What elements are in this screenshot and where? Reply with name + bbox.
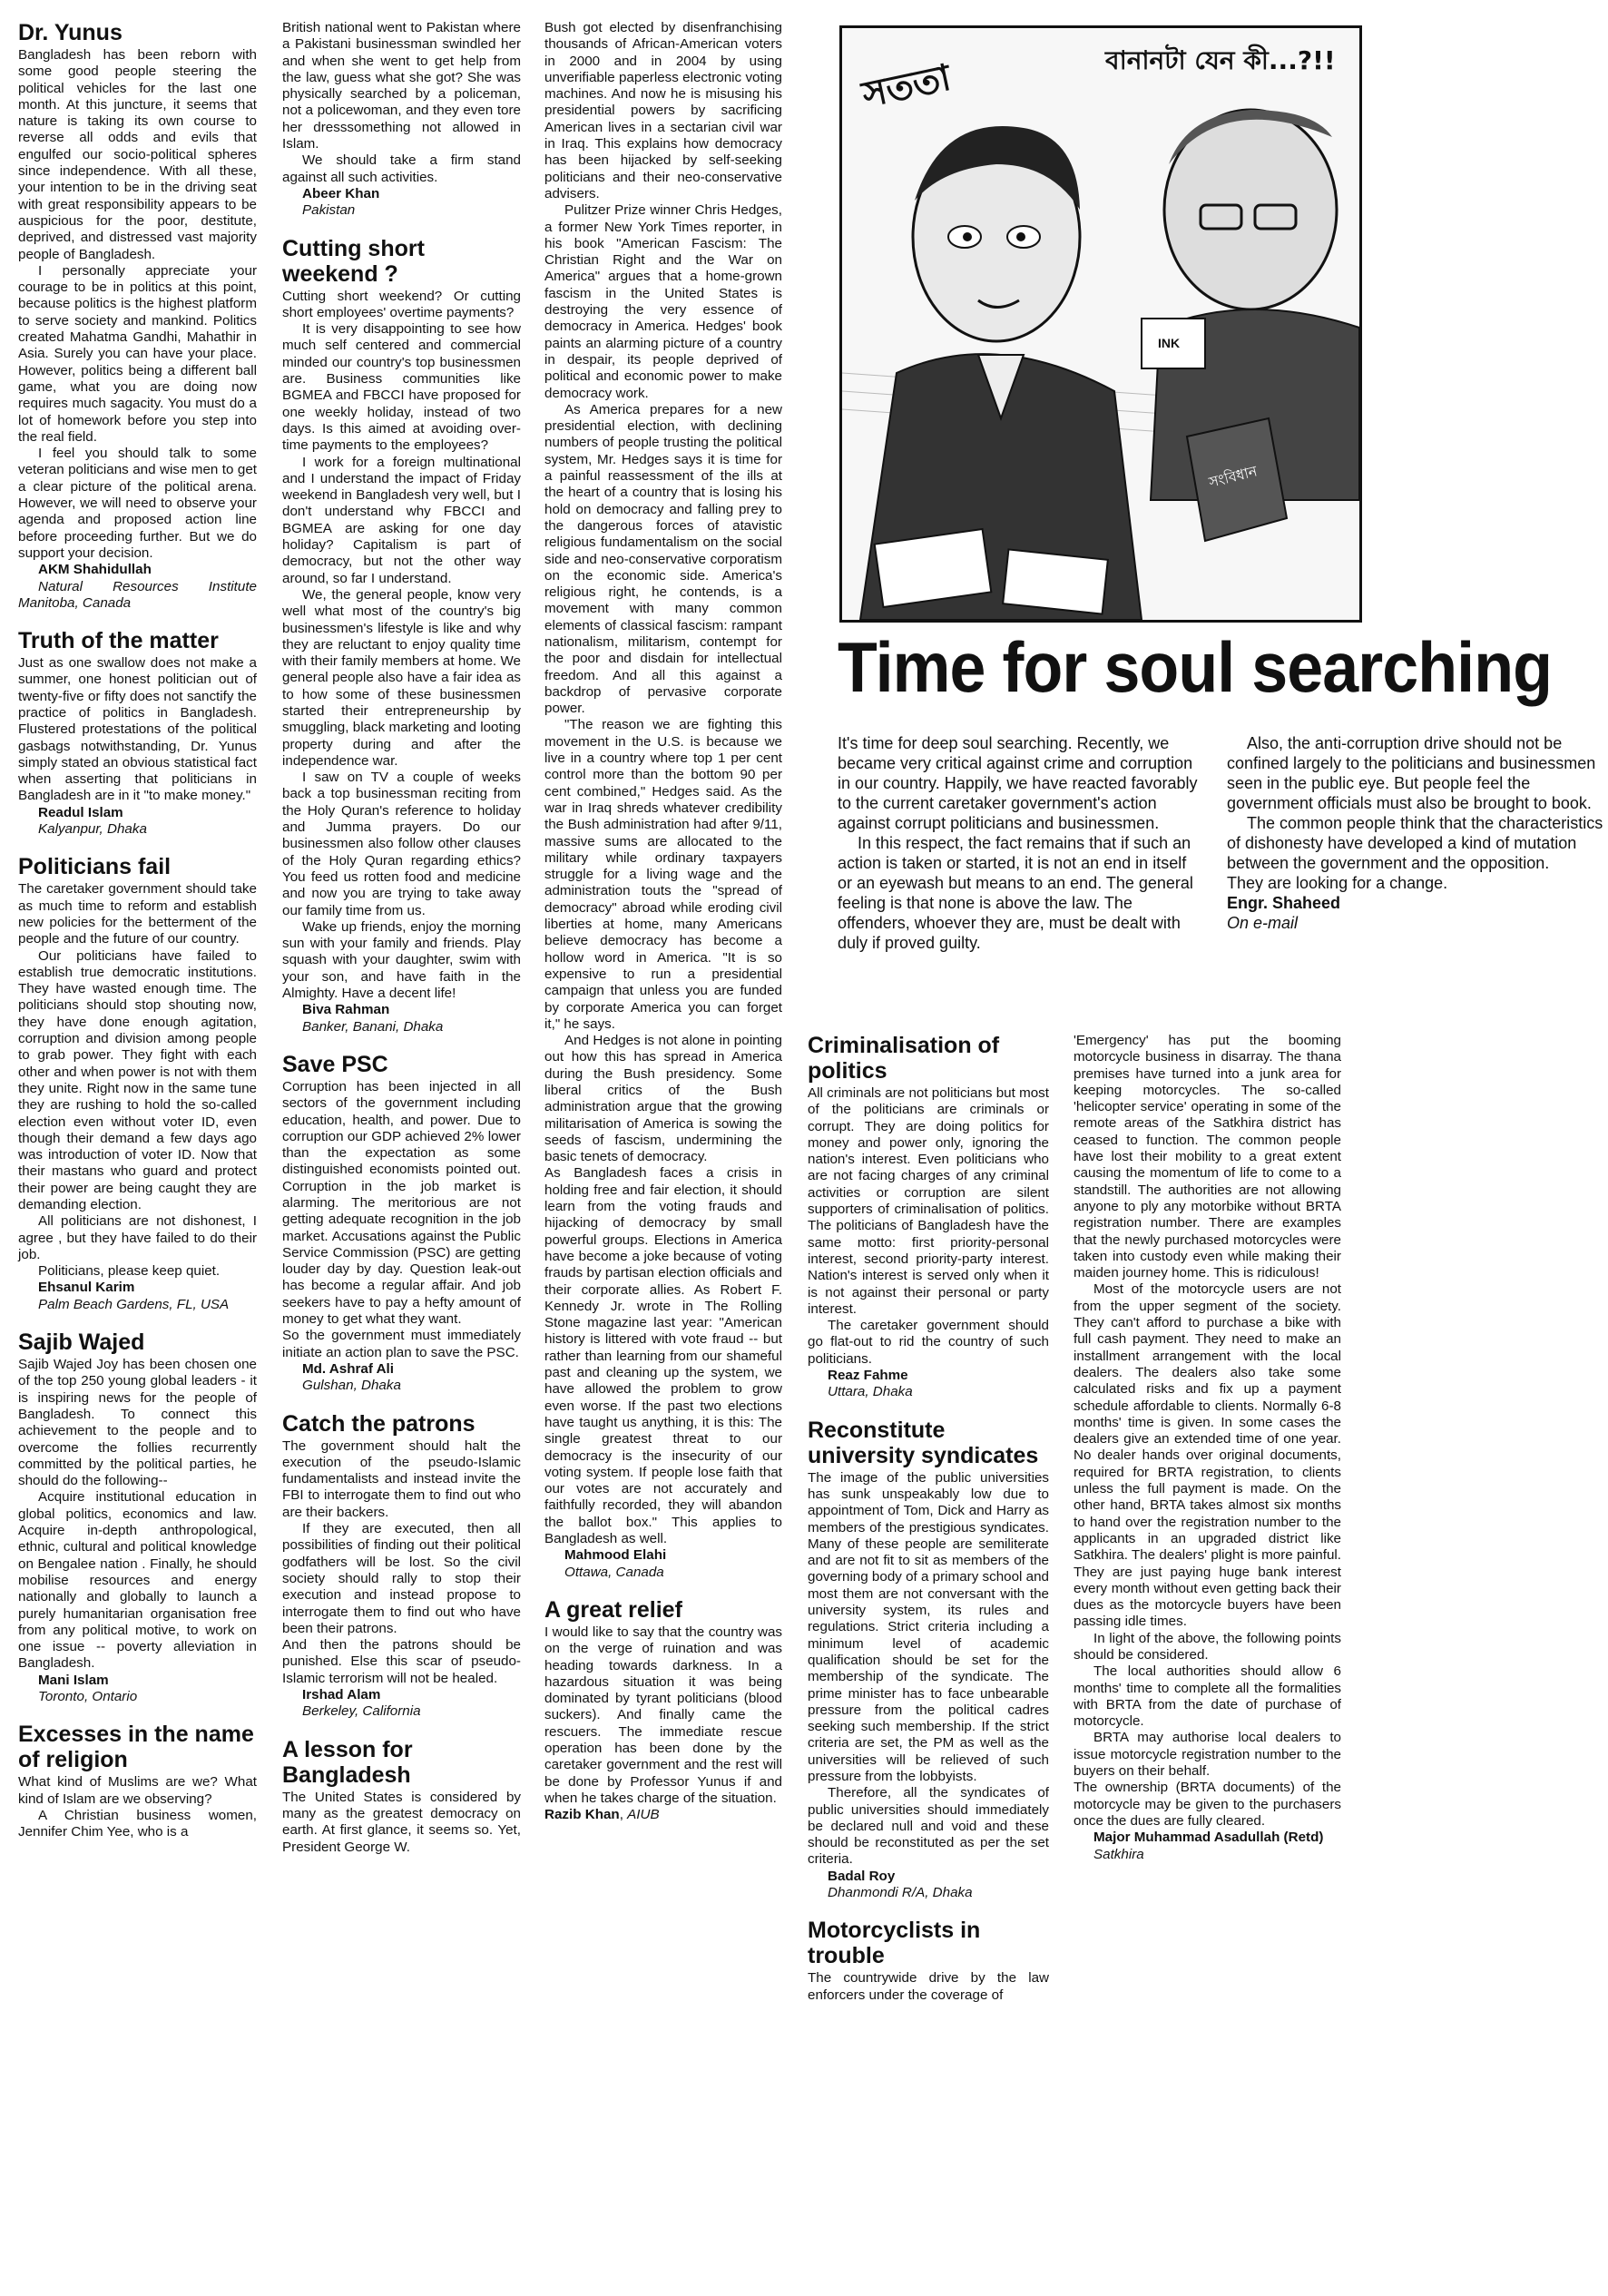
letter-author: Irshad Alam — [302, 1687, 381, 1703]
letter-paragraph: Wake up friends, enjoy the morning sun with your family and friends. Play squash with your daughter, swim with your son, and have faith in the Almighty. Have a decent life! — [282, 918, 521, 1002]
letter-author: Mani Islam — [38, 1672, 109, 1688]
letter-paragraph: And then the patrons should be punished. Else this scar of pseudo-Islamic terrorism will not be healed. — [282, 1637, 521, 1686]
letter-author: Major Muhammad Asadullah (Retd) — [1093, 1830, 1324, 1846]
ink-bottle — [1142, 319, 1205, 368]
editorial-paragraph: The common people think that the characteristics of dishonesty have developed a kind of mutation between the government and the opposition. — [1227, 814, 1603, 872]
letter — [282, 1052, 521, 1395]
letter-paragraph: Sajib Wajed Joy has been chosen one of the top 250 young global leaders - it is inspiring news for the people of Bangladesh. To connect this achievement to the people and to overcome the follies recurrently committed by the political parties, he should do the following-- — [18, 1357, 257, 1489]
letter — [18, 20, 257, 612]
letter-paragraph: All politicians are not dishonest, I agree , but they have failed to do their job. — [18, 1213, 257, 1262]
letter-title: A great relief — [544, 1596, 682, 1623]
letter-title: Dr. Yunus — [18, 20, 123, 45]
letter-paragraph: I feel you should talk to some veteran politicians and wise men to get a clear picture of the political arena. However, we will need to observe your agenda and proposed action line before proceeding further. But we do support your decision. — [18, 446, 257, 561]
letter-paragraph: The United States is considered by many as the greatest democracy on earth. At first glance, it seems so. Yet, President George W. — [282, 1789, 521, 1855]
letter-location: Natural Resources Institute Manitoba, Canada — [18, 578, 257, 611]
letter-paragraph: A Christian business women, Jennifer Chim Yee, who is a — [18, 1807, 257, 1840]
letter-location: Toronto, Ontario — [38, 1689, 138, 1705]
ink-label: INK — [1158, 336, 1181, 350]
letter-location: AIUB — [627, 1807, 660, 1823]
letter-author: Readul Islam — [38, 804, 123, 820]
letter-paragraph: I personally appreciate your courage to be in politics at this point, because politics is the highest platform to serve society and mankind. Politics created Mahatma Gandhi, Mahathir in Asia. Surely you can have your place. However, politics being a different ball game, what you are doing now requires much sagacity. You must do a lot of homework before you step into the real field. — [18, 262, 257, 445]
letter-author: Ehsanul Karim — [38, 1280, 135, 1296]
letter-paragraph: The government should halt the execution of the pseudo-Islamic fundamentalists and instead invite the FBI to interrogate them to find out who are their backers. — [282, 1437, 521, 1520]
letter-paragraph: Just as one swallow does not make a summer, one honest politician out of twenty-five or fifty does not sanctify the practice of politics in Bangladesh. Flustered protestations of the political gasbags notwithstanding, Dr. Yunus simply stated an obvious statistical fact when asserting that politicians in Bangladesh are in it "to make money." — [18, 655, 257, 804]
letter-title: Catch the patrons — [282, 1410, 476, 1437]
letter-paragraph: As America prepares for a new presidential election, with declining numbers of people trusting the political system, Mr. Hedges says it is time for a painful reassessment of the ills at the heart of a country that is losing his hold on democracy and falling prey to the dangerous forces of atavistic religious fundamentalism on the social side and neo-conservative corporatism on the economic side. America's religious right, he contends, is a movement with many common elements of classical fascism: rampant nationalism, militarism, contempt for the poor and disdain for intellectual freedom. And all this against a backdrop of pervasive corporate power. — [544, 401, 782, 717]
letter-author: Reaz Fahme — [828, 1368, 908, 1384]
letter-title: Excesses in the name of religion — [18, 1722, 254, 1773]
letter — [544, 20, 782, 1581]
letter-paragraph: I saw on TV a couple of weeks back a top businessman reciting from the Holy Quran's reference to holiday and Jumma prayers. Do our businessmen also follow other clauses of the Holy Quran regarding ethics? You feed us rotten food and medicine and now you are trying to take away our family time from us. — [282, 770, 521, 918]
letter-paragraph: The countrywide drive by the law enforcers under the coverage of — [808, 1970, 1049, 2003]
letter-paragraph: We, the general people, know very well what most of the country's big businessmen's lifestyle is like and why they are reluctant to enjoy quality time with their family members at home. We general people also have a fair idea as to how some of these businessmen started their entrepreneurship by smuggling, black marketing and looting property during and after the independence war. — [282, 586, 521, 769]
letter-paragraph: The local authorities should allow 6 months' time to complete all the formalities with BRTA from the date of purchase of motorcycle. — [1074, 1663, 1341, 1730]
letter-paragraph: And Hedges is not alone in pointing out how this has spread in America during the Bush presidency. Some liberal critics of the Bush administration argue that the growing militarisation of America is sowing the seeds of fascism, undermining the basic tenets of democracy. — [544, 1033, 782, 1165]
editorial-cartoon — [839, 25, 1362, 623]
letter-paragraph: If they are executed, then all possibilities of finding out their political godfathers will be lost. So the civil society should rally to stop their execution and instead propose to interrogate them to find out who have been their patrons. — [282, 1521, 521, 1636]
letter-paragraph: Most of the motorcycle users are not from the upper segment of the society. They can't afford to purchase a bike with full cash payment. They need to make an installment arrangement with the local dealers. The dealers also take some calculated risks and fix up a payment schedule affordable to clients. Normally 6-8 months' time is given. In some cases the dealers give an extended time of one year. No dealer hands over original documents, required for BRTA registration, to clients unless the full payment is made. On the other hand, BRTA takes almost six months to hand over the registration number to the applicants in an upgraded district like Satkhira. The dealers' plight is more painful. They are just paying huge bank interest every month without even getting back their dues as the motorcycle buyers have been passing idle times. — [1074, 1281, 1341, 1630]
letter-title: Criminalisation of politics — [808, 1033, 1000, 1084]
letter — [18, 854, 257, 1313]
letter-title: Reconstitute university syndicates — [808, 1417, 1039, 1468]
letter-location: Berkeley, California — [302, 1703, 421, 1720]
cartoon-caption-left: সততা — [858, 56, 955, 117]
letters-column-4 — [808, 1033, 1049, 2004]
editorial-body-right — [1227, 733, 1603, 933]
letter-title: A lesson for Bangladesh — [282, 1736, 413, 1788]
cartoon-caption-right: বানানটা যেন কী...?!! — [1105, 45, 1336, 75]
letter-paragraph: Bangladesh has been reborn with some good people steering the political vehicles for the last one month. At this juncture, it seems that nature is taking its own course to reverse all odds and evils that engulfed our socio-political spheres since independence. With all these, your intention to be in the driving seat with great responsibility appears to be auspicious for the poor, destitute, deprived, and distressed vast majority people of Bangladesh. — [18, 47, 257, 262]
letter-paragraph: Cutting short weekend? Or cutting short employees' overtime payments? — [282, 288, 521, 320]
letter-paragraph: What kind of Muslims are we? What kind of Islam are we observing? — [18, 1774, 257, 1807]
letters-column-2 — [282, 20, 521, 1856]
letter-paragraph: We should take a firm stand against all such activities. — [282, 152, 521, 185]
letter-paragraph: BRTA may authorise local dealers to issue motorcycle registration number to the buyers on their behalf. — [1074, 1730, 1341, 1780]
editorial-paragraph: Also, the anti-corruption drive should not be confined largely to the politicians and businessmen seen in the public eye. But people feel the government officials must also be brought to book. — [1227, 734, 1596, 812]
letter — [282, 20, 521, 220]
letter-author: Biva Rahman — [302, 1002, 390, 1018]
letter-location: Uttara, Dhaka — [828, 1384, 913, 1400]
constitution-book — [1187, 418, 1287, 541]
letter-paragraph: British national went to Pakistan where a Pakistani businessman swindled her and when she went to get help from the law, guess what she got? She was physically searched by a policeman, not a policewoman, and they even tore her dresssomething not allowed in Islam. — [282, 20, 521, 152]
letter — [18, 1330, 257, 1705]
letter-location: Banker, Banani, Dhaka — [302, 1018, 444, 1035]
letter-paragraph: So the government must immediately initiate an action plan to save the PSC. — [282, 1328, 521, 1360]
letter-author: AKM Shahidullah — [38, 562, 152, 578]
letter-location: Gulshan, Dhaka — [302, 1378, 401, 1394]
letter — [808, 1418, 1049, 1902]
editorial-paragraph: They are looking for a change. — [1227, 874, 1448, 892]
letter-paragraph: The caretaker government should go flat-out to rid the country of such politicians. — [808, 1318, 1049, 1367]
letter-title: Sajib Wajed — [18, 1330, 145, 1356]
letter-location: Dhanmondi R/A, Dhaka — [828, 1885, 973, 1901]
letters-column-1 — [18, 20, 257, 1841]
letter-location: Satkhira — [1093, 1846, 1144, 1862]
letter-title: Politicians fail — [18, 854, 172, 880]
letter — [282, 1737, 521, 1856]
letter-paragraph: I would like to say that the country was on the verge of ruination and was heading towards darkness. In a hazardous situation it was being dominated by tyrant politicians (blood suckers). And finally came the rescuers. The immediate rescue operation has been done by the caretaker government and the rest will be done by Professor Yunus if and when he takes charge of the situation. — [544, 1624, 782, 1806]
letter-paragraph: Our politicians have failed to establish true democratic institutions. They have wasted enough time. The politicians should stop shouting now, they have done enough agitation, corruption and division among people to grab power. They fight with each other and when power is not with them they unite. Right now in the same tune they are rushing to hold the so-called election even without voter ID, even though their demand a few days ago was introduction of voter ID. Now that their mastans who guard and protect their power are being caught they are demanding election. — [18, 947, 257, 1212]
editorial-headline: Time for soul searching — [838, 627, 1553, 707]
letter — [18, 1722, 257, 1840]
letter-author: Md. Ashraf Ali — [302, 1360, 394, 1377]
letter-paragraph: As Bangladesh faces a crisis in holding free and fair election, it should learn from the voting frauds and hijacking of democracy by small powerful groups. Elections in America have become a joke because of voting frauds by partisan election officials and their corporate allies. As Robert F. Kennedy Jr. wrote in The Rolling Stone magazine last year: "American history is littered with vote fraud -- but rather than learning from our shameful past and cleaning up the system, we have allowed the problem to grow even worse. If the past two elections have taught us anything, it is this: The single greatest threat to our democracy is the insecurity of our voting system. If people lose faith that our votes are not accurately and faithfully recorded, they will abandon the ballot box." This applies to Bangladesh as well. — [544, 1165, 782, 1547]
letter-paragraph: The caretaker government should take as much time to reform and establish new policies for the betterment of the people and the future of our country. — [18, 881, 257, 947]
letter-paragraph: "The reason we are fighting this movement in the U.S. is because we live in a country where top 1 per cent control more than the bottom 90 per cent combined," Hedges said. As the war in Iraq shreds whatever credibility the Bush administration had after 9/11, massive sums are allocated to the military while ordinary taxpayers struggle for a living wage and the administration touts the "spread of democracy" abroad while eroding civil liberties at home, many Americans believe democracy has become a hollow word in America. "It is so expensive to run a presidential campaign that unless you are funded by corporate America you can forget it," he says. — [544, 717, 782, 1032]
letter-paragraph: Pulitzer Prize winner Chris Hedges, a former New York Times reporter, in his book "American Fascism: The Christian Right and the War on America" argues that a home-grown fascism in the United States is destroying the very essence of democracy in America. Hedges' book paints an alarming picture of a country in despair, its people deprived of political and economic power to make democracy work. — [544, 202, 782, 401]
letter-title: Cutting short weekend ? — [282, 235, 425, 287]
letter-title: Truth of the matter — [18, 628, 219, 654]
letter-paragraph: All criminals are not politicians but most of the politicians are criminals or corrupt. They are doing politics for money and power only, ignoring the nation's interest. Even politicians who are not facing charges of any criminal activities or corruption are silent supporters of criminalisation of politics. The politicians of Bangladesh have the same motto: first priority-personal interest, second priority-party interest. Nation's interest is served only when it is not against their personal or party interest. — [808, 1085, 1049, 1317]
letter-location: Ottawa, Canada — [564, 1564, 664, 1580]
letter-paragraph: Acquire institutional education in global politics, economics and law. Acquire in-depth anthropological, ethnic, cultural and political knowledge on Bengalee nation . Finally, he should mobilise resources and energy nationally and globally to launch a purely humanitarian organisation free from any political motive, to work on one issue -- poverty alleviation in Bangladesh. — [18, 1489, 257, 1672]
letter — [808, 1918, 1049, 2004]
letters-column-3 — [544, 20, 782, 1823]
letter-author: Abeer Khan — [302, 185, 380, 201]
letter — [808, 1033, 1049, 1401]
letter — [18, 628, 257, 838]
editorial-location: On e-mail — [1227, 914, 1299, 932]
letter: A great relief I would like to say that the country was on the verge of ruination and was heading towards darkness. In a hazardous situation it was being dominated by tyrant politicians (blood suckers). And finally came the rescuers. The immediate rescue operation has been done by the caretaker government and the rest will be done by Professor Yunus if and when he takes charge of the situation. Razib Khan , AIUB — [544, 1596, 782, 1823]
letter-paragraph: Therefore, all the syndicates of public universities should immediately be declared null and void and these should be reconstituted as per the set criteria. — [808, 1785, 1049, 1868]
letter-paragraph: I work for a foreign multinational and I understand the impact of Friday weekend in Bangladesh very well, but I don't understand why FBCCI and BGMEA are asking for one day holiday? Capitalism is part of democracy, but not the other way around, so far I understand. — [282, 454, 521, 586]
letter — [282, 236, 521, 1035]
letter-paragraph: The image of the public universities has sunk unspeakably low due to appointment of Tom, Dick and Harry as members of the prestigious syndicates. Many of these people are semiliterate and are not fit to sit as members of the governing body of a primary school and most them are not conversant with the university system, its rules and regulations. Strict criteria including a minimum level of academic qualification should be set for the membership of the syndicate. The prime minister has to face unbearable pressure from the political cadres seeking such membership. If the strict criteria are set, the PM as well as the universities will be relieved of such pressure from the lobbyists. — [808, 1469, 1049, 1784]
letter-author: Mahmood Elahi — [564, 1547, 667, 1564]
editorial-body-left — [838, 733, 1202, 953]
letter-paragraph: Politicians, please keep quiet. — [38, 1263, 221, 1280]
letter — [1074, 1033, 1341, 1863]
letter-paragraph: It is very disappointing to see how much self centered and commercial minded our country's top businessmen are. Business communities like BGMEA and FBCCI have proposed for one weekly holiday, instead of two days. Is this aimed at avoiding over-time payments to the employees? — [282, 321, 521, 454]
cartoon-illustration — [842, 28, 1359, 620]
editorial-paragraph: It's time for deep soul searching. Recently, we became very critical against crime and corruption in our country. Happily, we have reacted favorably to the current caretaker government's action against corrupt politicians and businessmen. — [838, 734, 1198, 832]
letter-title: Save PSC — [282, 1051, 388, 1077]
letter-author: Razib Khan — [544, 1807, 620, 1823]
letter-location: Palm Beach Gardens, FL, USA — [38, 1296, 230, 1312]
letter — [282, 1411, 521, 1721]
letter-author: Badal Roy — [828, 1868, 896, 1884]
letter-location: Kalyanpur, Dhaka — [38, 821, 147, 838]
book-label: সংবিধান — [1207, 462, 1260, 491]
letter-location: Pakistan — [302, 202, 356, 219]
letter-paragraph: In light of the above, the following points should be considered. — [1074, 1630, 1341, 1663]
editorial-paragraph: In this respect, the fact remains that if such an action is taken or started, it is not an end in itself or an eyewash but means to an end. The general feeling is that none is above the law. The offenders, whoever they are, must be dealt with duly if proved guilty. — [838, 834, 1193, 952]
letter-title: Motorcyclists in trouble — [808, 1918, 981, 1969]
letter-paragraph: Corruption has been injected in all sectors of the government including education, health, and power. Due to corruption our GDP achieved 2% lower than the expectation as some distinguished economists pointed out. Corruption in the job market is alarming. The meritorious are not getting adequate recognition in the job market. Accusations against the Public Service Commission (PSC) are getting louder day by day. Question leak-out has become a regular affair. And job seekers have to pay a hefty amount of money to get what they want. — [282, 1078, 521, 1328]
letter-paragraph: Bush got elected by disenfranchising thousands of African-American voters in 2000 and in 2004 by using unverifiable paperless electronic voting machines. And now he is misusing his presidential powers by sacrificing American lives in a sectarian civil war in Iraq. This explains how democracy has been hijacked by self-seeking politicians and their neo-conservative advisers. — [544, 20, 782, 201]
letter-paragraph: 'Emergency' has put the booming motorcycle business in disarray. The thana premises have turned into a junk area for keeping motorcycles. The so-called 'helicopter service' operating in some of the remote areas of the Satkhira district has ceased to function. The common people have lost their mobility to a great extent causing the momentum of life to come to a standstill. The authorities are not allowing anyone to ply any motorbike without BRTA registration number. There are examples that the newly purchased motorcycles were taken into custody even while making their maiden journey home. This is ridiculous! — [1074, 1033, 1341, 1281]
letter-paragraph: The ownership (BRTA documents) of the motorcycle may be given to the purchasers once the dues are fully cleared. — [1074, 1780, 1341, 1829]
editorial-author: Engr. Shaheed — [1227, 894, 1341, 912]
letters-column-5 — [1074, 1033, 1341, 1863]
